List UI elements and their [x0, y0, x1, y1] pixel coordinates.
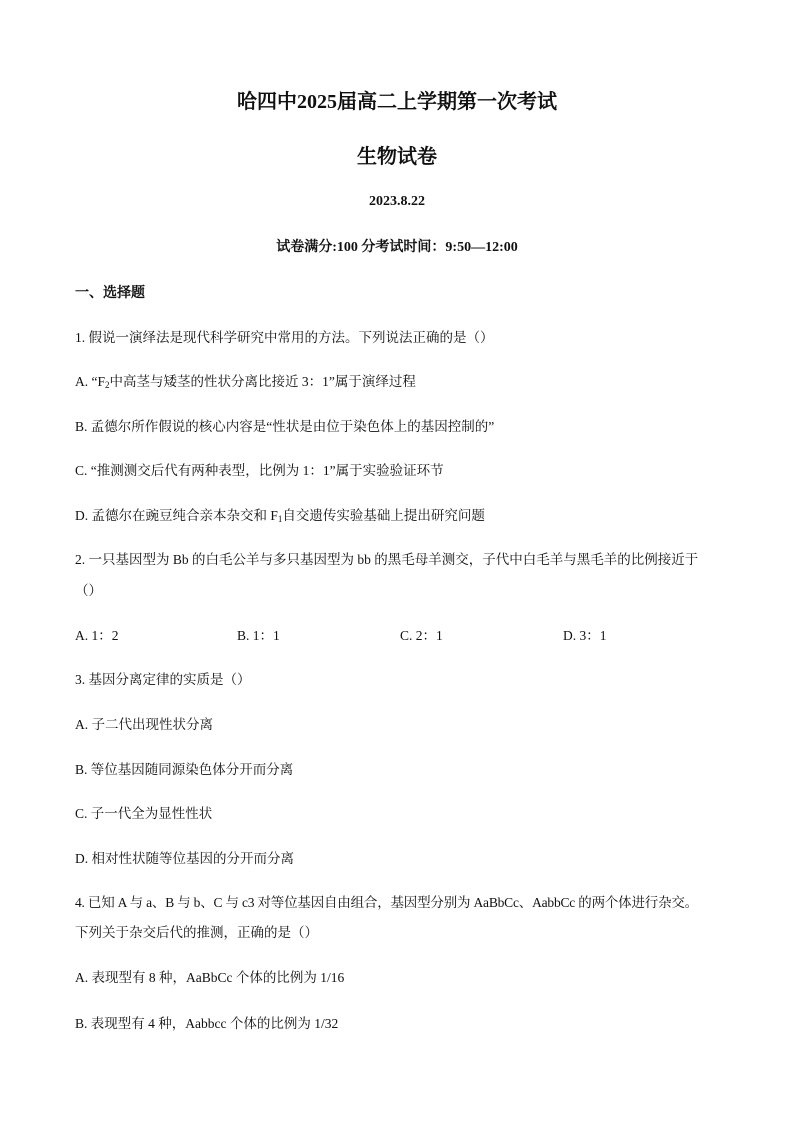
question-2-option-c: C. 2：1	[400, 628, 443, 643]
question-3-option-a: A. 子二代出现性状分离	[75, 717, 213, 732]
question-2-option-a: A. 1：2	[75, 628, 119, 643]
option-text: D. 孟德尔在豌豆纯合亲本杂交和 F	[75, 508, 278, 523]
subscript: 2	[105, 380, 110, 390]
question-4-option-b: B. 表现型有 4 种，Aabbcc 个体的比例为 1/32	[75, 1016, 339, 1031]
section-heading: 一、选择题	[75, 286, 145, 301]
question-4-option-a: A. 表现型有 8 种，AaBbCc 个体的比例为 1/16	[75, 970, 345, 985]
question-2-stem-line1: 2. 一只基因型为 Bb 的白毛公羊与多只基因型为 bb 的黑毛母羊测交，子代中白毛羊与黑毛羊的比例接近于	[75, 552, 699, 567]
question-2-stem-line2: （）	[75, 583, 102, 598]
subject-title: 生物试卷	[357, 146, 437, 168]
option-text: 中高茎与矮茎的性状分离比接近 3：1”属于演绎过程	[109, 374, 416, 389]
question-1-stem: 1. 假说一演绎法是现代科学研究中常用的方法。下列说法正确的是（）	[75, 330, 494, 345]
exam-title: 哈四中2025届高二上学期第一次考试	[237, 91, 557, 113]
question-4-stem-line2: 下列关于杂交后代的推测，正确的是（）	[75, 925, 318, 940]
question-1-option-c: C. “推测测交后代有两种表型，比例为 1：1”属于实验验证环节	[75, 463, 444, 478]
question-2-option-b: B. 1：1	[237, 628, 280, 643]
question-1-option-a	[75, 370, 416, 390]
exam-info: 试卷满分:100 分考试时间：9:50—12:00	[276, 240, 518, 255]
question-2-option-d: D. 3：1	[563, 628, 607, 643]
question-3-option-c: C. 子一代全为显性性状	[75, 806, 213, 821]
question-4-stem-line1: 4. 已知 A 与 a、B 与 b、C 与 c3 对等位基因自由组合，基因型分别为 AaBbCc、AabbCc 的两个体进行杂交。	[75, 895, 698, 910]
exam-date: 2023.8.22	[369, 194, 425, 209]
question-3-stem: 3. 基因分离定律的实质是（）	[75, 672, 251, 687]
question-3-option-b: B. 等位基因随同源染色体分开而分离	[75, 762, 294, 777]
option-text: A. “F	[75, 374, 105, 389]
subscript: 1	[277, 514, 283, 524]
question-3-option-d: D. 相对性状随等位基因的分开而分离	[75, 851, 294, 866]
question-1-option-b: B. 孟德尔所作假说的核心内容是“性状是由位于染色体上的基因控制的”	[75, 419, 495, 434]
question-1-option-d	[75, 504, 485, 524]
option-text: 自交遗传实验基础上提出研究问题	[282, 508, 485, 523]
